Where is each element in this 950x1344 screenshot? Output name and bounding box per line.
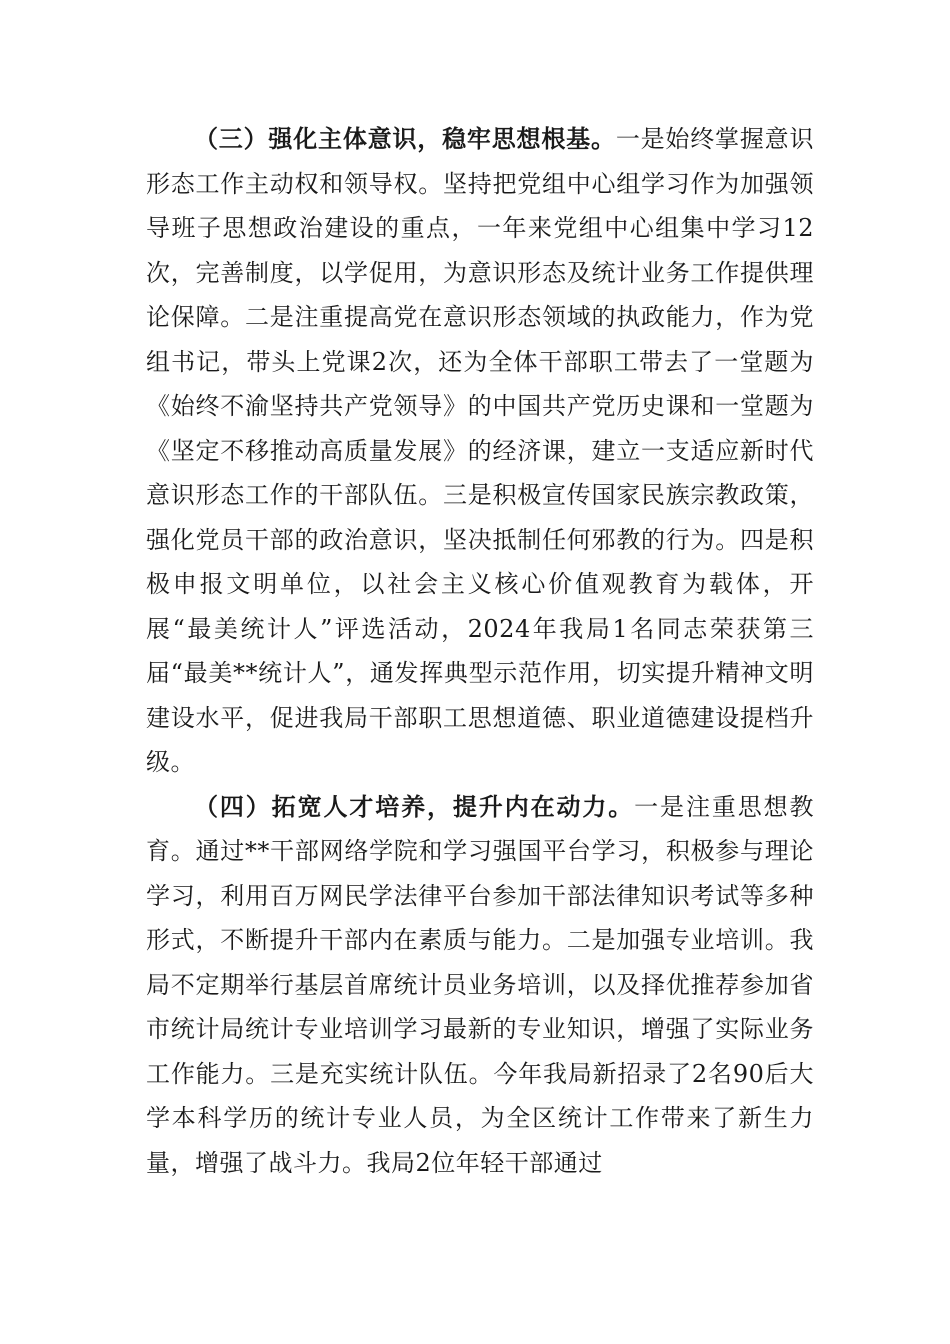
paragraph-section-3 [146,117,814,785]
paragraph-text: 一是始终掌握意识形态工作主动权和领导权。坚持把党组中心组学习作为加强领导班子思想政治建设的重点，一年来党组中心组集中学习12次，完善制度，以学促用，为意识形态及统计业务工作提供理论保障。二是注重提高党在意识形态领域的执政能力，作为党组书记，带头上党课2次，还为全体干部职工带去了一堂题为《始终不渝坚持共产党领导》的中国共产党历史课和一堂题为《坚定不移推动高质量发展》的经济课，建立一支适应新时代意识形态工作的干部队伍。三是积极宣传国家民族宗教政策，强化党员干部的政治意识，坚决抵制任何邪教的行为。四是积极申报文明单位，以社会主义核心价值观教育为载体，开展“最美统计人”评选活动，2024年我局1名同志荣获第三届“最美**统计人”，通发挥典型示范作用，切实提升精神文明建设水平，促进我局干部职工思想道德、职业道德建设提档升级。 [146,125,814,776]
section-heading: （三）强化主体意识，稳牢思想根基。 [194,124,616,153]
section-heading: （四）拓宽人才培养，提升内在动力。 [194,791,635,821]
paragraph-text: 一是注重思想教育。通过**干部网络学院和学习强国平台学习，积极参与理论学习，利用百万网民学法律平台参加干部法律知识考试等多种形式，不断提升干部内在素质与能力。二是加强专业培训。我局不定期举行基层首席统计员业务培训，以及择优推荐参加省市统计局统计专业培训学习最新的专业知识，增强了实际业务工作能力。三是充实统计队伍。今年我局新招录了2名90后大学本科学历的统计专业人员，为全区统计工作带来了新生力量，增强了战斗力。我局2位年轻干部通过 [146,792,815,1177]
paragraph-section-4 [146,785,814,1186]
document-body [146,117,814,1185]
